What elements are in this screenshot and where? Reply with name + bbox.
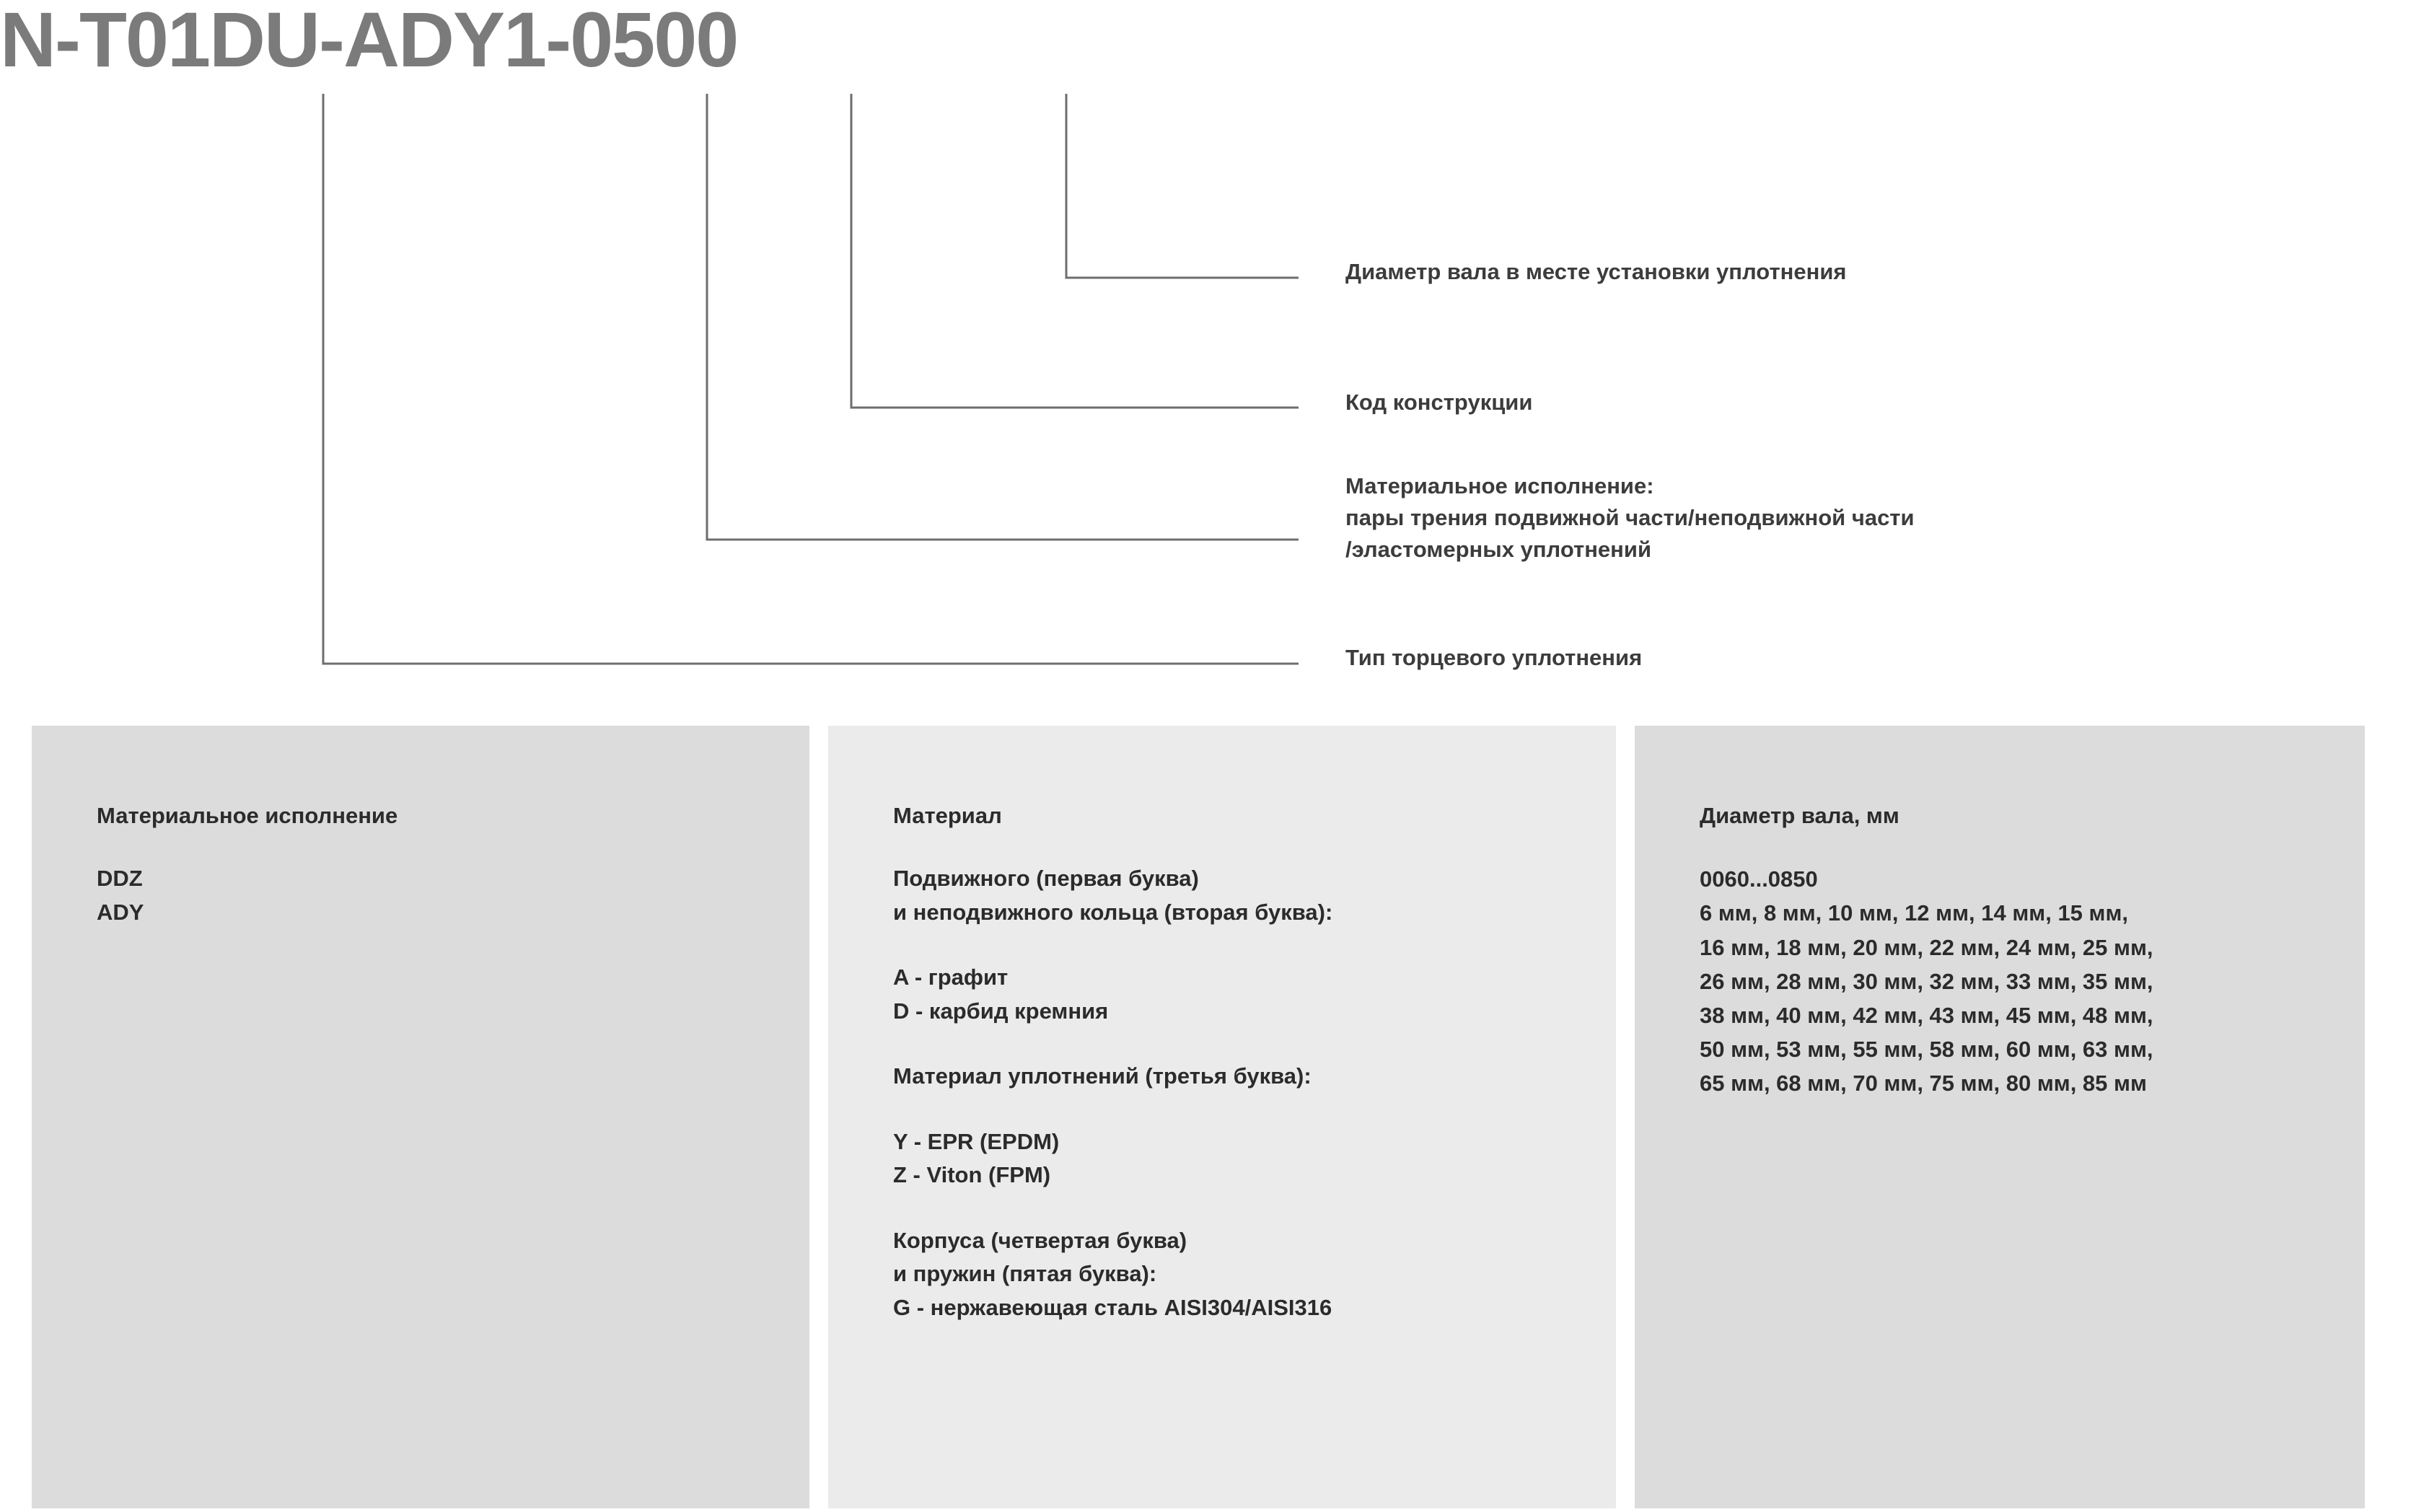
callout-material-version-line1: Материальное исполнение: bbox=[1345, 473, 1654, 498]
leader-shaft-diameter bbox=[1066, 94, 1299, 278]
callout-material-version-line2: пары трения подвижной части/неподвижной части bbox=[1345, 505, 1915, 531]
shaft-sizes-line-6: 65 мм, 68 мм, 70 мм, 75 мм, 80 мм, 85 мм bbox=[1700, 1070, 2147, 1096]
shaft-sizes-line-5: 50 мм, 53 мм, 55 мм, 58 мм, 60 мм, 63 мм, bbox=[1700, 1036, 2153, 1062]
callout-material-version-line3: /эластомерных уплотнений bbox=[1345, 537, 1651, 563]
ring-material-line1: Подвижного (первая буква) bbox=[893, 866, 1199, 892]
body-spring-material bbox=[893, 1224, 1616, 1325]
panel-shaft-diameter bbox=[1635, 726, 2365, 1508]
seal-material-option-z: Z - Viton (FPM) bbox=[893, 1162, 1051, 1188]
panel-material bbox=[828, 726, 1616, 1508]
shaft-sizes-line-2: 16 мм, 18 мм, 20 мм, 22 мм, 24 мм, 25 мм, bbox=[1700, 934, 2153, 960]
material-version-options bbox=[97, 862, 809, 929]
panel-shaft-diameter-heading: Диаметр вала, мм bbox=[1700, 803, 1899, 828]
ring-material-options bbox=[893, 961, 1616, 1028]
shaft-sizes-line-4: 38 мм, 40 мм, 42 мм, 43 мм, 45 мм, 48 мм, bbox=[1700, 1002, 2153, 1028]
callout-seal-type: Тип торцевого уплотнения bbox=[1345, 645, 1643, 670]
seal-material-heading-text: Материал уплотнений (третья буква): bbox=[893, 1063, 1312, 1089]
legend-panels bbox=[32, 726, 2365, 1508]
material-version-option-ddz: DDZ bbox=[97, 866, 143, 892]
shaft-range: 0060...0850 bbox=[1700, 866, 1818, 892]
ring-material-subheading bbox=[893, 862, 1616, 929]
leader-material-version bbox=[707, 94, 1299, 540]
panel-material-version-heading: Материальное исполнение bbox=[97, 803, 398, 828]
shaft-sizes-line-1: 6 мм, 8 мм, 10 мм, 12 мм, 14 мм, 15 мм, bbox=[1700, 900, 2129, 926]
callout-shaft-diameter: Диаметр вала в месте установки уплотнения bbox=[1345, 259, 1847, 284]
leader-lines bbox=[0, 0, 2416, 721]
seal-material-option-y: Y - EPR (EPDM) bbox=[893, 1128, 1060, 1154]
seal-material-options bbox=[893, 1125, 1616, 1192]
seal-material-subheading bbox=[893, 1060, 1616, 1094]
panel-material-heading: Материал bbox=[893, 803, 1002, 828]
page-title: N-T01DU-ADY1-0500 bbox=[0, 0, 738, 83]
ring-material-option-d: D - карбид кремния bbox=[893, 998, 1109, 1024]
material-version-option-ady: ADY bbox=[97, 899, 144, 925]
leader-design-code bbox=[851, 94, 1299, 408]
leader-seal-type bbox=[323, 94, 1299, 664]
body-spring-option-g: G - нержавеющая сталь AISI304/AISI316 bbox=[893, 1294, 1332, 1320]
callout-design-code: Код конструкции bbox=[1345, 390, 1533, 415]
shaft-sizes-line-3: 26 мм, 28 мм, 30 мм, 32 мм, 33 мм, 35 мм, bbox=[1700, 968, 2153, 994]
shaft-diameter-values bbox=[1700, 862, 2365, 1100]
ring-material-line2: и неподвижного кольца (вторая буква): bbox=[893, 899, 1333, 925]
callout-material-version bbox=[1345, 470, 1915, 566]
panel-material-version bbox=[32, 726, 809, 1508]
body-spring-line2: и пружин (пятая буква): bbox=[893, 1261, 1157, 1287]
body-spring-line1: Корпуса (четвертая буква) bbox=[893, 1227, 1187, 1253]
ring-material-option-a: A - графит bbox=[893, 964, 1009, 990]
